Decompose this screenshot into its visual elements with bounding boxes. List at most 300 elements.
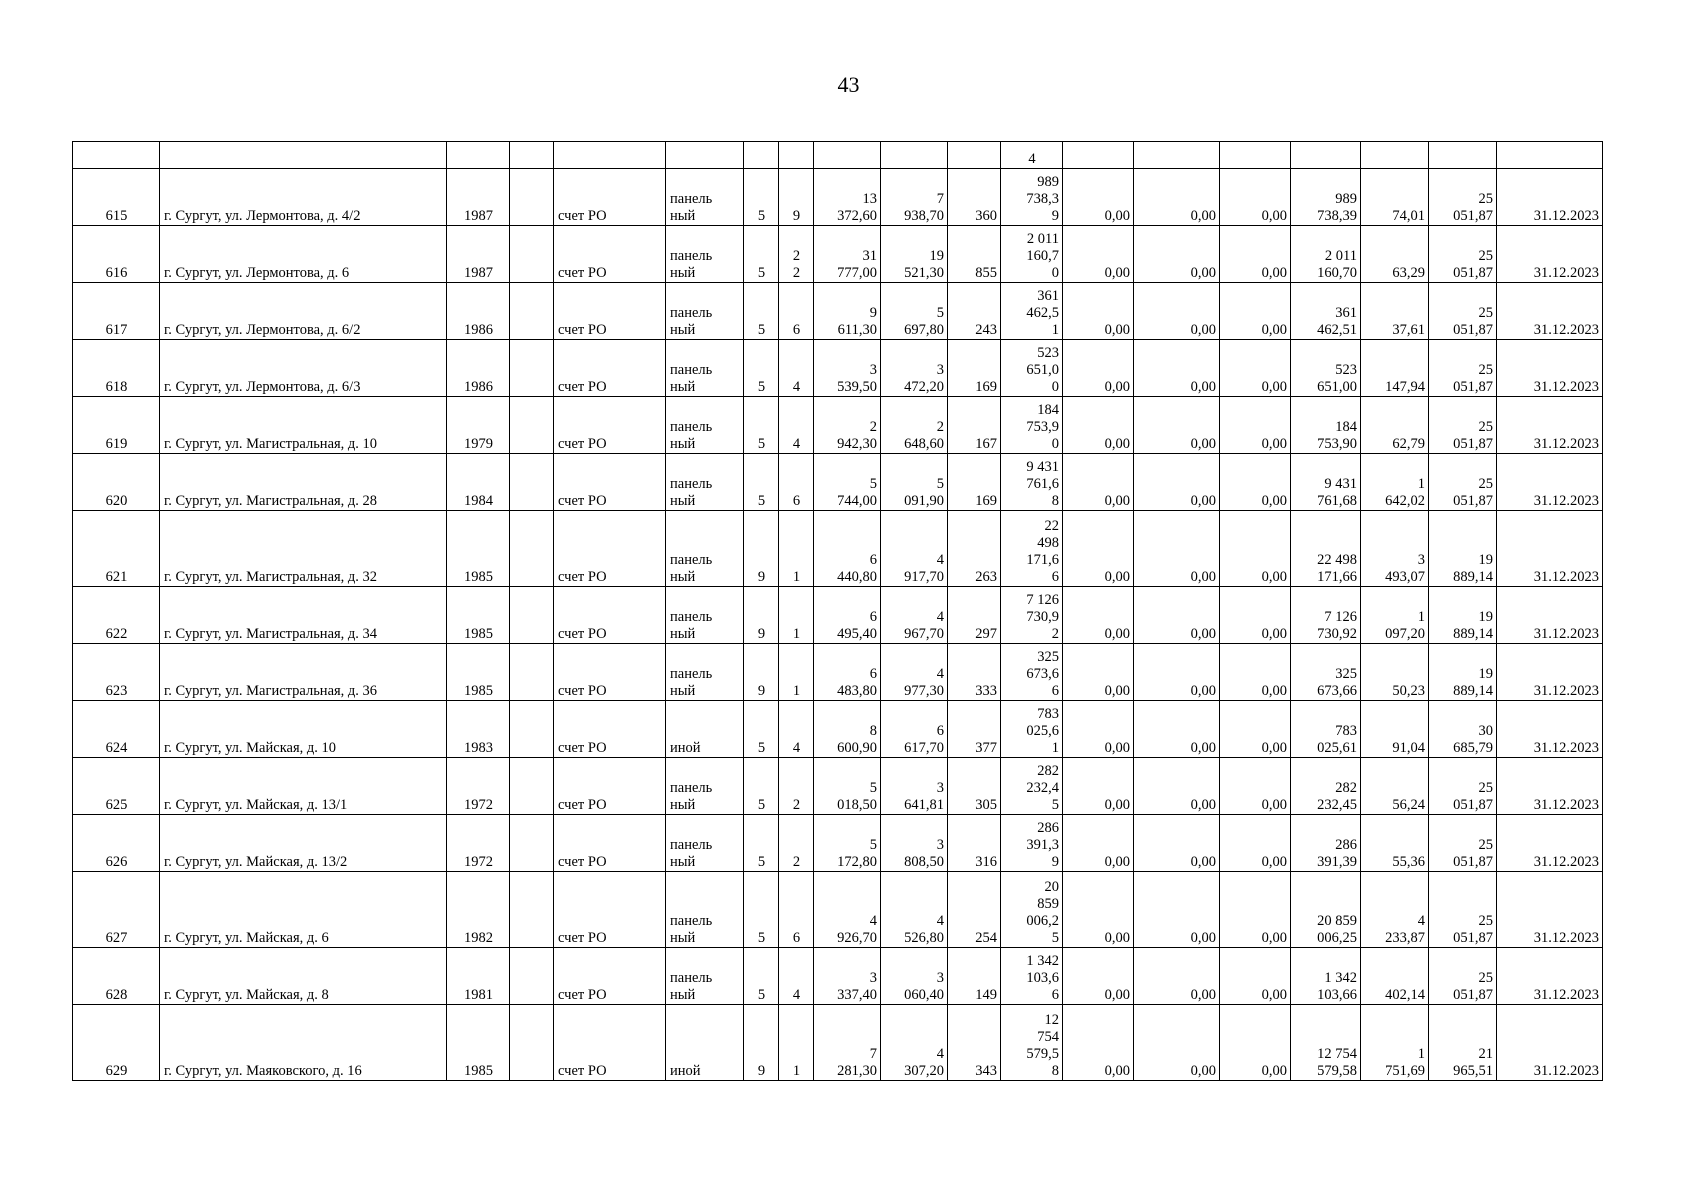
year-cell: 1972 <box>447 758 510 815</box>
year-cell: 1986 <box>447 283 510 340</box>
empty-cell <box>510 948 554 1005</box>
specific-cost-cell-line: 751,69 <box>1385 1063 1425 1079</box>
entrances-cell-line: 1 <box>792 683 801 699</box>
wall-material-cell <box>666 948 744 1005</box>
total-area-cell <box>814 872 881 948</box>
residents-cell: 254 <box>948 872 1001 948</box>
address-cell: г. Сургут, ул. Магистральная, д. 36 <box>160 644 447 701</box>
limit-cost-cell-line: 965,51 <box>1453 1063 1493 1079</box>
residents-cell: 333 <box>948 644 1001 701</box>
total-area-cell-line: 5 <box>869 476 877 492</box>
owners-cost-cell-line: 325 <box>1335 666 1357 682</box>
empty-cell <box>510 511 554 587</box>
living-area-cell-line: 3 <box>936 970 944 986</box>
total-cost-cell-line: 859 <box>1037 896 1059 912</box>
floors-cell: 5 <box>744 758 779 815</box>
empty-cell <box>510 454 554 511</box>
total-cost-cell-line: 8 <box>1051 1063 1059 1079</box>
owners-cost-cell <box>1291 226 1361 283</box>
year-cell: 1987 <box>447 169 510 226</box>
specific-cost-cell <box>1361 872 1429 948</box>
total-cost-cell <box>1001 511 1063 587</box>
total-cost-cell-line: 6 <box>1051 569 1059 585</box>
account-cell: счет РО <box>554 283 666 340</box>
wall-material-cell-line: панель <box>670 666 713 682</box>
residents-cell: 149 <box>948 948 1001 1005</box>
residents-cell: 343 <box>948 1005 1001 1081</box>
owners-cost-cell-line: 391,39 <box>1317 854 1357 870</box>
floors-cell: 5 <box>744 283 779 340</box>
wall-material-cell <box>666 169 744 226</box>
limit-cost-cell-line: 25 <box>1478 780 1493 796</box>
total-cost-cell-line: 754 <box>1037 1029 1059 1045</box>
total-area-cell <box>814 169 881 226</box>
owners-cost-cell-line: 673,66 <box>1317 683 1357 699</box>
total-cost-cell-line: 361 <box>1037 288 1059 304</box>
account-cell: счет РО <box>554 758 666 815</box>
specific-cost-cell-line: 55,36 <box>1392 854 1425 870</box>
address-cell: г. Сургут, ул. Лермонтова, д. 4/2 <box>160 169 447 226</box>
floors-cell: 5 <box>744 397 779 454</box>
entrances-cell-line: 4 <box>792 987 801 1003</box>
cost-c-cell: 0,00 <box>1220 397 1291 454</box>
account-cell: счет РО <box>554 511 666 587</box>
wall-material-cell <box>666 644 744 701</box>
entrances-cell-line: 1 <box>792 1063 801 1079</box>
specific-cost-cell-line: 1 <box>1417 476 1425 492</box>
row-number: 624 <box>73 701 160 758</box>
wall-material-cell-line: панель <box>670 552 713 568</box>
total-area-cell-line: 2 <box>869 419 877 435</box>
account-cell: счет РО <box>554 948 666 1005</box>
limit-cost-cell-line: 25 <box>1478 913 1493 929</box>
row-number: 616 <box>73 226 160 283</box>
total-cost-cell <box>1001 283 1063 340</box>
table-row <box>73 397 1603 454</box>
row-number: 626 <box>73 815 160 872</box>
specific-cost-cell-line: 3 <box>1417 552 1425 568</box>
living-area-cell-line: 4 <box>936 1046 944 1062</box>
wall-material-cell-line: панель <box>670 362 713 378</box>
total-area-cell-line: 600,90 <box>837 740 877 756</box>
total-area-cell <box>814 587 881 644</box>
owners-cost-cell-line: 462,51 <box>1317 322 1357 338</box>
total-cost-cell-line: 462,5 <box>1026 305 1059 321</box>
specific-cost-cell <box>1361 815 1429 872</box>
cost-c-cell: 0,00 <box>1220 758 1291 815</box>
wall-material-cell-line: панель <box>670 191 713 207</box>
total-cost-cell <box>1001 340 1063 397</box>
specific-cost-cell-line: 63,29 <box>1392 265 1425 281</box>
specific-cost-cell-line: 50,23 <box>1392 683 1425 699</box>
owners-cost-cell-line: 361 <box>1335 305 1357 321</box>
cost-c-cell: 0,00 <box>1220 587 1291 644</box>
living-area-cell-line: 091,90 <box>904 493 944 509</box>
living-area-cell-line: 5 <box>936 476 944 492</box>
living-area-cell-line: 4 <box>936 666 944 682</box>
wall-material-cell-line: иной <box>670 1063 701 1079</box>
owners-cost-cell <box>1291 644 1361 701</box>
cost-c-cell: 0,00 <box>1220 511 1291 587</box>
wall-material-cell <box>666 226 744 283</box>
specific-cost-cell <box>1361 758 1429 815</box>
entrances-cell <box>779 701 814 758</box>
limit-cost-cell-line: 889,14 <box>1453 626 1493 642</box>
living-area-cell <box>881 340 948 397</box>
cost-a-cell: 0,00 <box>1063 758 1134 815</box>
table-row <box>73 1005 1603 1081</box>
account-cell: счет РО <box>554 169 666 226</box>
total-cost-cell <box>1001 587 1063 644</box>
limit-cost-cell-line: 25 <box>1478 419 1493 435</box>
living-area-cell-line: 6 <box>936 723 944 739</box>
residents-cell: 360 <box>948 169 1001 226</box>
wall-material-cell-line: иной <box>670 740 701 756</box>
limit-cost-cell <box>1429 397 1497 454</box>
total-cost-cell <box>1001 397 1063 454</box>
limit-cost-cell-line: 051,87 <box>1453 436 1493 452</box>
total-cost-cell-line: 232,4 <box>1026 780 1059 796</box>
specific-cost-cell <box>1361 644 1429 701</box>
account-cell: счет РО <box>554 397 666 454</box>
empty-cell <box>510 644 554 701</box>
total-cost-cell-line: 325 <box>1037 649 1059 665</box>
total-area-cell-line: 495,40 <box>837 626 877 642</box>
year-cell: 1987 <box>447 226 510 283</box>
table-row <box>73 340 1603 397</box>
entrances-cell <box>779 340 814 397</box>
owners-cost-cell-line: 761,68 <box>1317 493 1357 509</box>
wall-material-cell <box>666 340 744 397</box>
total-cost-cell <box>1001 948 1063 1005</box>
cost-b-cell: 0,00 <box>1134 644 1220 701</box>
deadline-cell: 31.12.2023 <box>1497 758 1603 815</box>
limit-cost-cell-line: 25 <box>1478 837 1493 853</box>
specific-cost-cell-line: 4 <box>1417 913 1425 929</box>
wall-material-cell-line: ный <box>670 379 696 395</box>
total-cost-cell-line: 12 <box>1044 1012 1059 1028</box>
cost-c-cell: 0,00 <box>1220 872 1291 948</box>
year-cell: 1981 <box>447 948 510 1005</box>
living-area-cell <box>881 511 948 587</box>
living-area-cell <box>881 948 948 1005</box>
year-cell: 1985 <box>447 511 510 587</box>
owners-cost-cell <box>1291 815 1361 872</box>
entrances-cell <box>779 644 814 701</box>
living-area-cell-line: 521,30 <box>904 265 944 281</box>
wall-material-cell <box>666 815 744 872</box>
empty-cell <box>510 872 554 948</box>
total-area-cell <box>814 226 881 283</box>
wall-material-cell <box>666 587 744 644</box>
owners-cost-cell-line: 12 754 <box>1317 1046 1357 1062</box>
housing-register-table <box>72 141 1603 1081</box>
cost-b-cell: 0,00 <box>1134 758 1220 815</box>
table-row <box>73 511 1603 587</box>
address-cell: г. Сургут, ул. Лермонтова, д. 6 <box>160 226 447 283</box>
address-cell: г. Сургут, ул. Лермонтова, д. 6/3 <box>160 340 447 397</box>
limit-cost-cell-line: 25 <box>1478 305 1493 321</box>
cost-b-cell: 0,00 <box>1134 454 1220 511</box>
total-area-cell-line: 8 <box>869 723 877 739</box>
wall-material-cell-line: ный <box>670 436 696 452</box>
entrances-cell-line: 1 <box>792 626 801 642</box>
living-area-cell-line: 5 <box>936 305 944 321</box>
total-cost-cell-line: 2 <box>1051 626 1059 642</box>
owners-cost-cell <box>1291 169 1361 226</box>
total-area-cell-line: 6 <box>869 666 877 682</box>
floors-cell: 5 <box>744 454 779 511</box>
cost-c-cell: 0,00 <box>1220 1005 1291 1081</box>
cost-a-cell: 0,00 <box>1063 872 1134 948</box>
table-row <box>73 587 1603 644</box>
limit-cost-cell-line: 25 <box>1478 970 1493 986</box>
deadline-cell: 31.12.2023 <box>1497 454 1603 511</box>
cost-b-cell: 0,00 <box>1134 587 1220 644</box>
total-cost-cell-line: 753,9 <box>1026 419 1059 435</box>
owners-cost-cell-line: 22 498 <box>1317 552 1357 568</box>
owners-cost-cell-line: 523 <box>1335 362 1357 378</box>
wall-material-cell-line: ный <box>670 208 696 224</box>
specific-cost-cell-line: 74,01 <box>1392 208 1425 224</box>
owners-cost-cell-line: 025,61 <box>1317 740 1357 756</box>
empty-cell <box>510 1005 554 1081</box>
row-number: 617 <box>73 283 160 340</box>
empty-cell <box>510 283 554 340</box>
total-area-cell-line: 3 <box>869 970 877 986</box>
residents-cell: 316 <box>948 815 1001 872</box>
account-cell: счет РО <box>554 644 666 701</box>
living-area-cell-line: 4 <box>936 913 944 929</box>
wall-material-cell-line: ный <box>670 322 696 338</box>
limit-cost-cell <box>1429 511 1497 587</box>
cost-a-cell: 0,00 <box>1063 226 1134 283</box>
wall-material-cell-line: панель <box>670 837 713 853</box>
table-row <box>73 948 1603 1005</box>
residents-cell: 305 <box>948 758 1001 815</box>
specific-cost-cell <box>1361 169 1429 226</box>
floors-cell: 9 <box>744 511 779 587</box>
limit-cost-cell-line: 21 <box>1478 1046 1493 1062</box>
wall-material-cell-line: панель <box>670 419 713 435</box>
address-cell: г. Сургут, ул. Майская, д. 8 <box>160 948 447 1005</box>
residents-cell: 243 <box>948 283 1001 340</box>
limit-cost-cell-line: 051,87 <box>1453 493 1493 509</box>
residents-cell: 169 <box>948 454 1001 511</box>
total-area-cell-line: 440,80 <box>837 569 877 585</box>
cost-a-cell: 0,00 <box>1063 587 1134 644</box>
limit-cost-cell <box>1429 872 1497 948</box>
total-area-cell <box>814 511 881 587</box>
wall-material-cell-line: панель <box>670 305 713 321</box>
total-cost-cell <box>1001 701 1063 758</box>
row-number: 625 <box>73 758 160 815</box>
account-cell: счет РО <box>554 226 666 283</box>
total-cost-cell-line: 282 <box>1037 763 1059 779</box>
total-area-cell <box>814 454 881 511</box>
table-row <box>73 701 1603 758</box>
cost-c-cell: 0,00 <box>1220 340 1291 397</box>
living-area-cell <box>881 587 948 644</box>
total-cost-cell-line: 579,5 <box>1026 1046 1059 1062</box>
owners-cost-cell-line: 286 <box>1335 837 1357 853</box>
address-cell: г. Сургут, ул. Магистральная, д. 28 <box>160 454 447 511</box>
living-area-cell-line: 4 <box>936 609 944 625</box>
limit-cost-cell-line: 051,87 <box>1453 930 1493 946</box>
wall-material-cell <box>666 397 744 454</box>
specific-cost-cell-line: 642,02 <box>1385 493 1425 509</box>
deadline-cell: 31.12.2023 <box>1497 169 1603 226</box>
entrances-cell-line: 4 <box>792 379 801 395</box>
specific-cost-cell-line: 37,61 <box>1392 322 1425 338</box>
specific-cost-cell-line: 56,24 <box>1392 797 1425 813</box>
deadline-cell: 31.12.2023 <box>1497 397 1603 454</box>
total-cost-cell-line: 9 431 <box>1026 459 1059 475</box>
cost-a-cell: 0,00 <box>1063 815 1134 872</box>
wall-material-cell <box>666 872 744 948</box>
cost-a-cell: 0,00 <box>1063 511 1134 587</box>
table-row <box>73 758 1603 815</box>
total-area-cell-line: 942,30 <box>837 436 877 452</box>
limit-cost-cell <box>1429 815 1497 872</box>
total-cost-cell-line: 0 <box>1051 379 1059 395</box>
address-cell: г. Сургут, ул. Майская, д. 13/1 <box>160 758 447 815</box>
cost-b-cell: 0,00 <box>1134 815 1220 872</box>
limit-cost-cell-line: 051,87 <box>1453 322 1493 338</box>
row-number: 628 <box>73 948 160 1005</box>
living-area-cell-line: 648,60 <box>904 436 944 452</box>
entrances-cell-line: 2 <box>792 854 801 870</box>
total-cost-cell <box>1001 454 1063 511</box>
deadline-cell: 31.12.2023 <box>1497 815 1603 872</box>
total-area-cell-line: 31 <box>862 248 877 264</box>
total-cost-cell-line: 391,3 <box>1026 837 1059 853</box>
limit-cost-cell-line: 051,87 <box>1453 797 1493 813</box>
empty-cell <box>510 587 554 644</box>
total-area-cell-line: 372,60 <box>837 208 877 224</box>
total-area-cell-line: 6 <box>869 609 877 625</box>
floors-cell: 5 <box>744 701 779 758</box>
wall-material-cell-line: ный <box>670 987 696 1003</box>
living-area-cell-line: 3 <box>936 837 944 853</box>
total-area-cell-line: 611,30 <box>837 322 877 338</box>
total-cost-cell-line: 20 <box>1044 879 1059 895</box>
owners-cost-cell-line: 171,66 <box>1317 569 1357 585</box>
owners-cost-cell-line: 753,90 <box>1317 436 1357 452</box>
specific-cost-cell-line: 493,07 <box>1385 569 1425 585</box>
residents-cell: 377 <box>948 701 1001 758</box>
address-cell: г. Сургут, ул. Майская, д. 10 <box>160 701 447 758</box>
cost-a-cell: 0,00 <box>1063 169 1134 226</box>
wall-material-cell-line: панель <box>670 609 713 625</box>
wall-material-cell-line: ный <box>670 493 696 509</box>
wall-material-cell-line: ный <box>670 626 696 642</box>
total-cost-cell-line: 286 <box>1037 820 1059 836</box>
limit-cost-cell-line: 051,87 <box>1453 265 1493 281</box>
deadline-cell: 31.12.2023 <box>1497 644 1603 701</box>
total-area-cell-line: 9 <box>869 305 877 321</box>
address-cell: г. Сургут, ул. Магистральная, д. 32 <box>160 511 447 587</box>
owners-cost-cell-line: 579,58 <box>1317 1063 1357 1079</box>
entrances-cell-line: 6 <box>792 322 801 338</box>
specific-cost-cell <box>1361 397 1429 454</box>
total-area-cell <box>814 1005 881 1081</box>
specific-cost-cell <box>1361 511 1429 587</box>
year-cell: 1986 <box>447 340 510 397</box>
limit-cost-cell-line: 25 <box>1478 191 1493 207</box>
entrances-cell <box>779 283 814 340</box>
residents-cell: 855 <box>948 226 1001 283</box>
total-area-cell-line: 281,30 <box>837 1063 877 1079</box>
total-cost-cell-line: 783 <box>1037 706 1059 722</box>
limit-cost-cell <box>1429 226 1497 283</box>
owners-cost-cell <box>1291 283 1361 340</box>
limit-cost-cell <box>1429 454 1497 511</box>
wall-material-cell <box>666 758 744 815</box>
total-cost-cell-line: 5 <box>1051 930 1059 946</box>
living-area-cell <box>881 758 948 815</box>
total-area-cell-line: 337,40 <box>837 987 877 1003</box>
table-row <box>73 226 1603 283</box>
living-area-cell <box>881 644 948 701</box>
empty-cell <box>510 169 554 226</box>
cost-c-cell: 0,00 <box>1220 644 1291 701</box>
cost-b-cell: 0,00 <box>1134 340 1220 397</box>
limit-cost-cell <box>1429 340 1497 397</box>
living-area-cell <box>881 397 948 454</box>
total-cost-cell-line: 9 <box>1051 854 1059 870</box>
total-cost-cell-line: 160,7 <box>1026 248 1059 264</box>
address-cell: г. Сургут, ул. Магистральная, д. 34 <box>160 587 447 644</box>
table-row <box>73 872 1603 948</box>
empty-cell <box>510 758 554 815</box>
wall-material-cell-line: панель <box>670 780 713 796</box>
entrances-cell <box>779 397 814 454</box>
owners-cost-cell-line: 738,39 <box>1317 208 1357 224</box>
specific-cost-cell-line: 402,14 <box>1385 987 1425 1003</box>
total-area-cell-line: 4 <box>869 913 877 929</box>
account-cell: счет РО <box>554 454 666 511</box>
account-cell: счет РО <box>554 587 666 644</box>
entrances-cell <box>779 758 814 815</box>
specific-cost-cell-line: 233,87 <box>1385 930 1425 946</box>
cost-b-cell: 0,00 <box>1134 948 1220 1005</box>
specific-cost-cell-line: 147,94 <box>1385 379 1425 395</box>
total-area-cell-line: 172,80 <box>837 854 877 870</box>
wall-material-cell <box>666 511 744 587</box>
living-area-cell-line: 19 <box>929 248 944 264</box>
deadline-cell: 31.12.2023 <box>1497 511 1603 587</box>
wall-material-cell <box>666 701 744 758</box>
deadline-cell: 31.12.2023 <box>1497 948 1603 1005</box>
residents-cell: 169 <box>948 340 1001 397</box>
specific-cost-cell <box>1361 226 1429 283</box>
total-cost-cell-line: 0 <box>1051 436 1059 452</box>
carryover-cell: 4 <box>1001 142 1063 169</box>
living-area-cell <box>881 283 948 340</box>
entrances-cell-line: 9 <box>792 208 801 224</box>
floors-cell: 5 <box>744 872 779 948</box>
entrances-cell <box>779 872 814 948</box>
row-number: 620 <box>73 454 160 511</box>
deadline-cell: 31.12.2023 <box>1497 587 1603 644</box>
deadline-cell: 31.12.2023 <box>1497 1005 1603 1081</box>
owners-cost-cell <box>1291 758 1361 815</box>
cost-a-cell: 0,00 <box>1063 340 1134 397</box>
limit-cost-cell-line: 30 <box>1478 723 1493 739</box>
year-cell: 1982 <box>447 872 510 948</box>
specific-cost-cell <box>1361 587 1429 644</box>
